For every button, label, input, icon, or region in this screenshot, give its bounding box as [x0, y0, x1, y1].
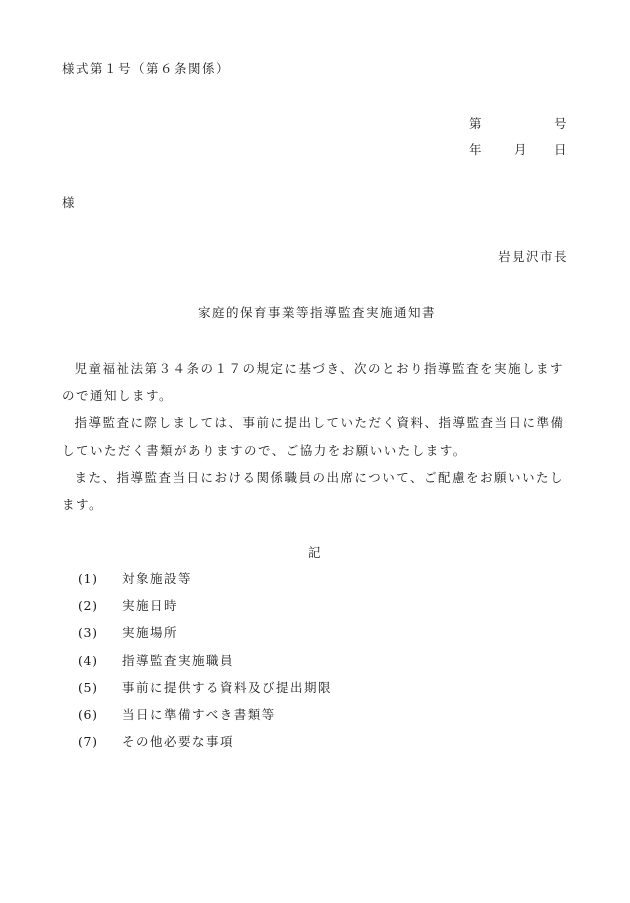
item-text: 対象施設等 [122, 571, 193, 586]
item-text: 実施日時 [122, 598, 179, 614]
document-date [469, 140, 569, 158]
item-text: その他必要な事項 [122, 734, 235, 750]
item-text: 実施場所 [122, 625, 179, 641]
item-number: (4) [78, 652, 98, 668]
item-text: 事前に提供する資料及び提出期限 [122, 679, 333, 695]
list-item [78, 733, 332, 760]
body-text [62, 355, 568, 518]
form-label: 様式第１号（第６条関係） [62, 61, 231, 76]
list-item [78, 652, 332, 679]
body-paragraph: また、指導監査当日における関係職員の出席について、ご配慮をお願いいたします。 [62, 469, 565, 513]
item-text: 当日に準備すべき書類等 [122, 706, 276, 722]
item-number: (1) [78, 571, 98, 586]
list-item [78, 706, 332, 733]
item-number: (2) [78, 598, 98, 614]
date-month: 月 [514, 142, 529, 157]
document-number [469, 114, 569, 132]
item-number: (7) [78, 734, 98, 750]
document-number-prefix: 第 [469, 116, 484, 131]
body-paragraph: 児童福祉法第３４条の１７の規定に基づき、次のとおり指導監査を実施しますので通知します。 [62, 361, 565, 404]
item-list [78, 570, 332, 760]
item-number: (5) [78, 679, 98, 695]
ki-label: 記 [308, 545, 323, 560]
list-item [78, 597, 332, 624]
item-number: (6) [78, 706, 98, 722]
body-paragraph: 指導監査に際しましては、事前に提出していただく資料、指導監査当日に準備していただく書類がありますので、ご協力をお願いいたします。 [62, 415, 565, 458]
list-item [78, 679, 332, 706]
list-item [78, 624, 332, 651]
sender: 岩見沢市長 [497, 249, 568, 264]
document-number-suffix: 号 [554, 116, 569, 131]
item-number: (3) [78, 625, 98, 641]
addressee: 様 [62, 195, 77, 210]
date-year: 年 [469, 142, 484, 157]
date-day: 日 [554, 142, 569, 157]
document-title: 家庭的保育事業等指導監査実施通知書 [198, 305, 437, 320]
list-item [78, 570, 332, 597]
item-text: 指導監査実施職員 [122, 652, 235, 668]
